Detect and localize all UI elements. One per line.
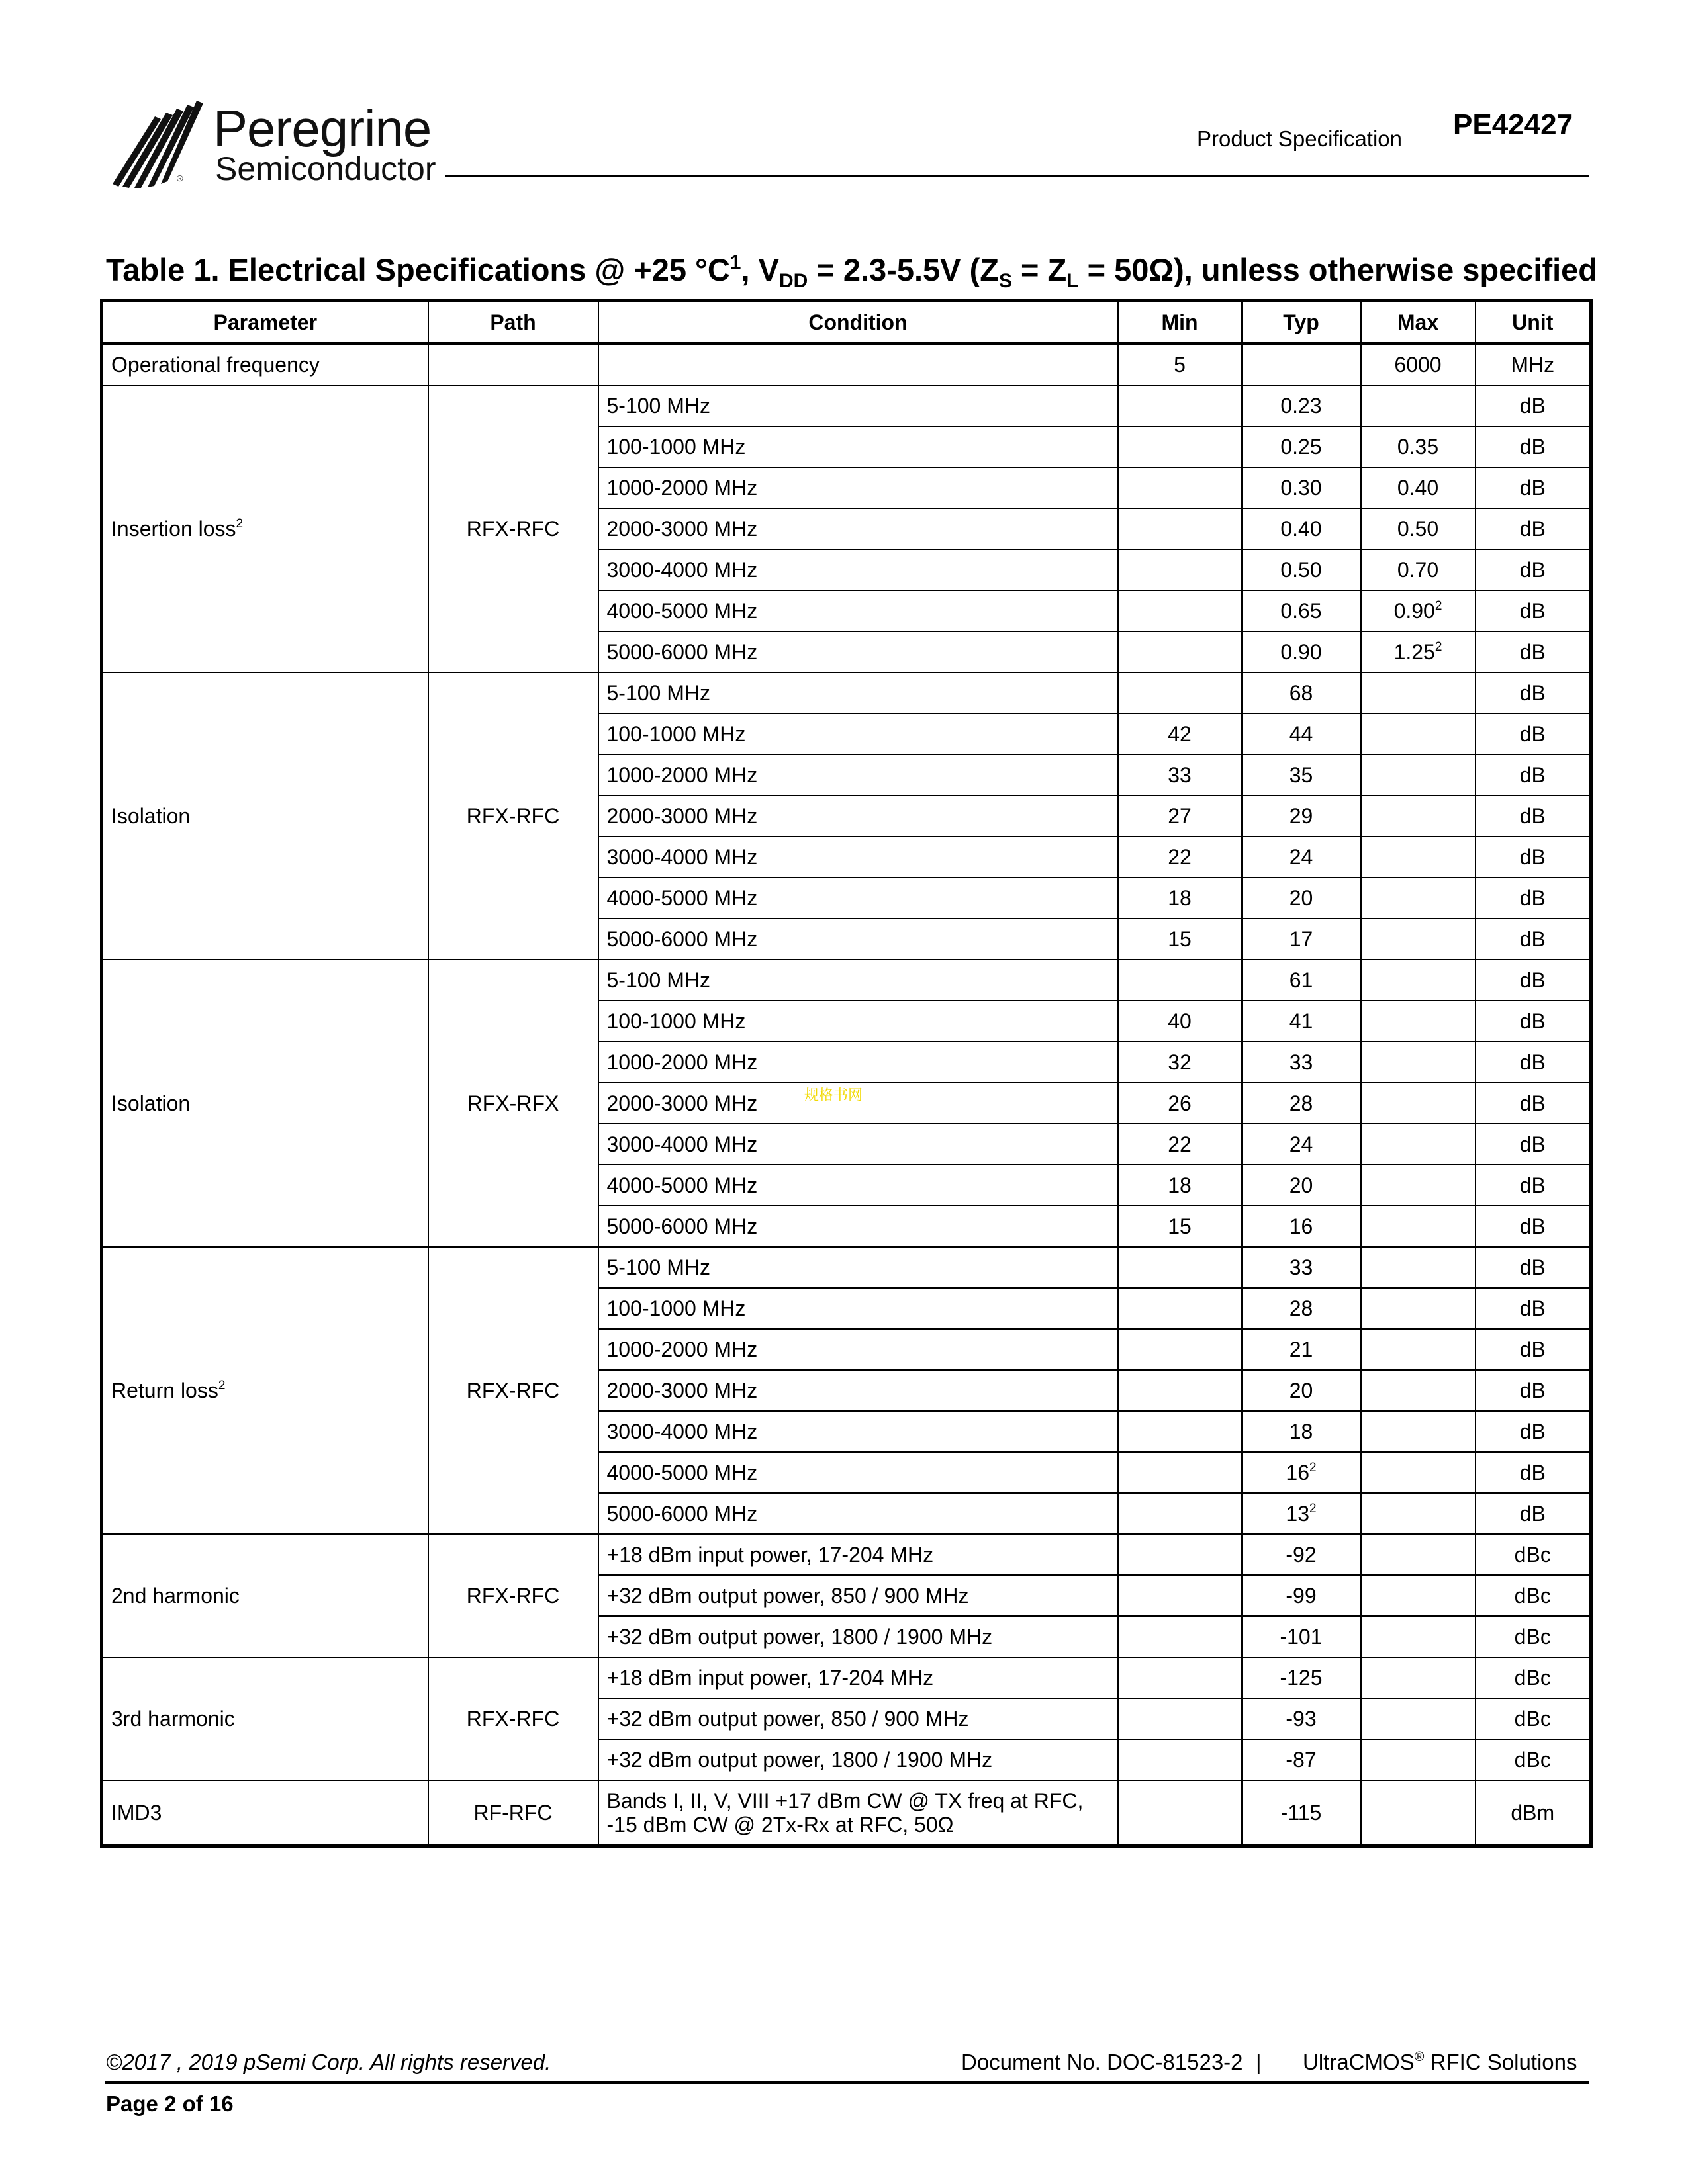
typ-cell: 21: [1242, 1329, 1361, 1370]
max-cell: [1361, 1083, 1476, 1124]
path-cell: RFX-RFC: [428, 1534, 598, 1657]
typ-cell: 29: [1242, 796, 1361, 837]
typ-cell: -115: [1242, 1780, 1361, 1846]
parameter-cell: IMD3: [102, 1780, 428, 1846]
condition-cell: 3000-4000 MHz: [598, 837, 1118, 878]
max-cell: [1361, 1657, 1476, 1698]
condition-cell: Bands I, II, V, VIII +17 dBm CW @ TX freq at RFC, -15 dBm CW @ 2Tx-Rx at RFC, 50Ω: [598, 1780, 1118, 1846]
max-cell: [1361, 1411, 1476, 1452]
col-header-min: Min: [1118, 301, 1242, 344]
max-cell: [1361, 1206, 1476, 1247]
table-row: [102, 1247, 1591, 1288]
max-cell: [1361, 1001, 1476, 1042]
condition-cell: [598, 343, 1118, 385]
electrical-specifications-table: [100, 299, 1593, 1848]
path-cell: RFX-RFX: [428, 960, 598, 1247]
unit-cell: dBc: [1476, 1739, 1591, 1780]
min-cell: 22: [1118, 837, 1242, 878]
typ-cell: 0.50: [1242, 549, 1361, 590]
min-cell: [1118, 631, 1242, 672]
unit-cell: dB: [1476, 878, 1591, 919]
max-cell: [1361, 1124, 1476, 1165]
footer-document-number: Document No. DOC-81523-2: [961, 2050, 1243, 2074]
unit-cell: dB: [1476, 837, 1591, 878]
max-cell: [1361, 1616, 1476, 1657]
typ-cell: 16: [1242, 1206, 1361, 1247]
condition-cell: 5-100 MHz: [598, 1247, 1118, 1288]
typ-cell: 41: [1242, 1001, 1361, 1042]
unit-cell: dB: [1476, 1411, 1591, 1452]
unit-cell: dB: [1476, 1206, 1591, 1247]
condition-cell: 1000-2000 MHz: [598, 1329, 1118, 1370]
parameter-cell: Isolation: [102, 960, 428, 1247]
condition-cell: 1000-2000 MHz: [598, 467, 1118, 508]
unit-cell: dBm: [1476, 1780, 1591, 1846]
table-row: [102, 1780, 1591, 1846]
unit-cell: dB: [1476, 508, 1591, 549]
condition-cell: 5-100 MHz: [598, 672, 1118, 713]
table-header-row: [102, 301, 1591, 344]
typ-cell: 68: [1242, 672, 1361, 713]
max-cell: [1361, 1165, 1476, 1206]
min-cell: [1118, 590, 1242, 631]
unit-cell: dB: [1476, 590, 1591, 631]
condition-cell: 5000-6000 MHz: [598, 919, 1118, 960]
unit-cell: dB: [1476, 1042, 1591, 1083]
max-cell: 0.35: [1361, 426, 1476, 467]
table-row: [102, 960, 1591, 1001]
unit-cell: dB: [1476, 385, 1591, 426]
max-cell: [1361, 878, 1476, 919]
min-cell: 27: [1118, 796, 1242, 837]
path-cell: RF-RFC: [428, 1780, 598, 1846]
watermark: 规格书网: [804, 1087, 863, 1103]
min-cell: [1118, 672, 1242, 713]
min-cell: 15: [1118, 919, 1242, 960]
max-cell: 1.25$^2$: [1361, 631, 1476, 672]
col-header-path: Path: [428, 301, 598, 344]
footer-copyright: ©2017 , 2019 pSemi Corp. All rights reserved.: [106, 2050, 551, 2074]
typ-cell: 20: [1242, 1370, 1361, 1411]
typ-cell: 20: [1242, 1165, 1361, 1206]
max-cell: [1361, 1575, 1476, 1616]
unit-cell: dB: [1476, 672, 1591, 713]
condition-cell: 2000-3000 MHz: [598, 508, 1118, 549]
min-cell: 26: [1118, 1083, 1242, 1124]
typ-cell: -125: [1242, 1657, 1361, 1698]
condition-cell: 2000-3000 MHz: [598, 1083, 1118, 1124]
unit-cell: dB: [1476, 467, 1591, 508]
max-cell: [1361, 1739, 1476, 1780]
unit-cell: dB: [1476, 919, 1591, 960]
max-cell: [1361, 1698, 1476, 1739]
max-cell: [1361, 1247, 1476, 1288]
min-cell: [1118, 508, 1242, 549]
min-cell: [1118, 1370, 1242, 1411]
min-cell: [1118, 1247, 1242, 1288]
condition-cell: 5000-6000 MHz: [598, 1493, 1118, 1534]
unit-cell: dB: [1476, 1165, 1591, 1206]
logo-registered-mark: ®: [177, 173, 183, 183]
max-cell: 0.40: [1361, 467, 1476, 508]
parameter-cell: 2nd harmonic: [102, 1534, 428, 1657]
condition-cell: 5000-6000 MHz: [598, 1206, 1118, 1247]
max-cell: [1361, 1288, 1476, 1329]
path-cell: RFX-RFC: [428, 1657, 598, 1780]
parameter-cell: 3rd harmonic: [102, 1657, 428, 1780]
table-row: [102, 1534, 1591, 1575]
max-cell: [1361, 385, 1476, 426]
condition-cell: +32 dBm output power, 850 / 900 MHz: [598, 1698, 1118, 1739]
condition-cell: 3000-4000 MHz: [598, 549, 1118, 590]
max-cell: 0.70: [1361, 549, 1476, 590]
footer-brand: UltraCMOS® RFIC Solutions: [1303, 2050, 1577, 2074]
condition-cell: 100-1000 MHz: [598, 713, 1118, 754]
max-cell: 6000: [1361, 343, 1476, 385]
condition-cell: +32 dBm output power, 850 / 900 MHz: [598, 1575, 1118, 1616]
typ-cell: 0.30: [1242, 467, 1361, 508]
max-cell: [1361, 837, 1476, 878]
condition-cell: 4000-5000 MHz: [598, 1165, 1118, 1206]
condition-cell: 5-100 MHz: [598, 385, 1118, 426]
min-cell: [1118, 960, 1242, 1001]
typ-cell: $16^2$: [1242, 1452, 1361, 1493]
condition-cell: +32 dBm output power, 1800 / 1900 MHz: [598, 1739, 1118, 1780]
condition-cell: 3000-4000 MHz: [598, 1124, 1118, 1165]
max-cell: 0.50: [1361, 508, 1476, 549]
part-number: PE42427: [1453, 109, 1573, 141]
col-header-max: Max: [1361, 301, 1476, 344]
col-header-unit: Unit: [1476, 301, 1591, 344]
condition-cell: +18 dBm input power, 17-204 MHz: [598, 1657, 1118, 1698]
min-cell: [1118, 467, 1242, 508]
unit-cell: dBc: [1476, 1616, 1591, 1657]
min-cell: [1118, 549, 1242, 590]
parameter-cell: Insertion loss$^2$: [102, 385, 428, 672]
unit-cell: dB: [1476, 960, 1591, 1001]
min-cell: [1118, 1739, 1242, 1780]
typ-cell: 18: [1242, 1411, 1361, 1452]
max-cell: [1361, 919, 1476, 960]
unit-cell: dB: [1476, 1124, 1591, 1165]
typ-cell: 61: [1242, 960, 1361, 1001]
min-cell: [1118, 1493, 1242, 1534]
unit-cell: dB: [1476, 1452, 1591, 1493]
footer-rule: [105, 2081, 1589, 2084]
min-cell: [1118, 385, 1242, 426]
unit-cell: dB: [1476, 796, 1591, 837]
company-logo: [109, 99, 436, 192]
min-cell: 18: [1118, 1165, 1242, 1206]
unit-cell: dB: [1476, 426, 1591, 467]
min-cell: [1118, 1411, 1242, 1452]
typ-cell: -93: [1242, 1698, 1361, 1739]
typ-cell: 0.25: [1242, 426, 1361, 467]
table-row: [102, 385, 1591, 426]
typ-cell: 28: [1242, 1083, 1361, 1124]
parameter-cell: Operational frequency: [102, 343, 428, 385]
typ-cell: 33: [1242, 1247, 1361, 1288]
condition-cell: 100-1000 MHz: [598, 1288, 1118, 1329]
min-cell: [1118, 1657, 1242, 1698]
min-cell: 33: [1118, 754, 1242, 796]
unit-cell: dBc: [1476, 1698, 1591, 1739]
typ-cell: -101: [1242, 1616, 1361, 1657]
peregrine-wing-icon: [109, 99, 209, 189]
footer-separator: |: [1256, 2050, 1262, 2074]
path-cell: RFX-RFC: [428, 385, 598, 672]
unit-cell: dB: [1476, 1083, 1591, 1124]
max-cell: [1361, 713, 1476, 754]
max-cell: [1361, 672, 1476, 713]
typ-cell: [1242, 343, 1361, 385]
unit-cell: dB: [1476, 1247, 1591, 1288]
typ-cell: 24: [1242, 837, 1361, 878]
min-cell: 22: [1118, 1124, 1242, 1165]
min-cell: [1118, 1288, 1242, 1329]
min-cell: [1118, 1780, 1242, 1846]
condition-cell: 4000-5000 MHz: [598, 590, 1118, 631]
typ-cell: 28: [1242, 1288, 1361, 1329]
max-cell: [1361, 1042, 1476, 1083]
max-cell: 0.90$^2$: [1361, 590, 1476, 631]
typ-cell: 0.40: [1242, 508, 1361, 549]
unit-cell: dB: [1476, 1370, 1591, 1411]
typ-cell: $13^2$: [1242, 1493, 1361, 1534]
min-cell: [1118, 1452, 1242, 1493]
min-cell: [1118, 1698, 1242, 1739]
typ-cell: 33: [1242, 1042, 1361, 1083]
unit-cell: dB: [1476, 549, 1591, 590]
header-rule: [445, 175, 1589, 177]
table-row: [102, 1657, 1591, 1698]
logo-wordmark: Peregrine: [213, 99, 432, 158]
min-cell: [1118, 1329, 1242, 1370]
min-cell: 15: [1118, 1206, 1242, 1247]
typ-cell: 35: [1242, 754, 1361, 796]
typ-cell: 20: [1242, 878, 1361, 919]
typ-cell: 24: [1242, 1124, 1361, 1165]
condition-cell: 3000-4000 MHz: [598, 1411, 1118, 1452]
min-cell: 18: [1118, 878, 1242, 919]
min-cell: [1118, 1616, 1242, 1657]
condition-cell: 1000-2000 MHz: [598, 754, 1118, 796]
path-cell: RFX-RFC: [428, 672, 598, 960]
condition-cell: 2000-3000 MHz: [598, 1370, 1118, 1411]
table-title: Table 1. Electrical Specifications @ +25 $^\circ C^1$, $V_{DD} = 2.3-5.5V$ $(Z_S = Z_L = 50\Omega)$, unless otherwise specified: [106, 251, 1598, 292]
typ-cell: 0.23: [1242, 385, 1361, 426]
max-cell: [1361, 1329, 1476, 1370]
max-cell: [1361, 796, 1476, 837]
col-header-typ: Typ: [1242, 301, 1361, 344]
condition-cell: 100-1000 MHz: [598, 1001, 1118, 1042]
col-header-condition: Condition: [598, 301, 1118, 344]
condition-cell: 5-100 MHz: [598, 960, 1118, 1001]
condition-cell: 100-1000 MHz: [598, 426, 1118, 467]
typ-cell: 17: [1242, 919, 1361, 960]
unit-cell: dBc: [1476, 1534, 1591, 1575]
min-cell: [1118, 426, 1242, 467]
min-cell: 42: [1118, 713, 1242, 754]
col-header-parameter: Parameter: [102, 301, 428, 344]
condition-cell: 4000-5000 MHz: [598, 1452, 1118, 1493]
typ-cell: -87: [1242, 1739, 1361, 1780]
condition-cell: +18 dBm input power, 17-204 MHz: [598, 1534, 1118, 1575]
max-cell: [1361, 1493, 1476, 1534]
condition-cell: +32 dBm output power, 1800 / 1900 MHz: [598, 1616, 1118, 1657]
max-cell: [1361, 1780, 1476, 1846]
table-row: [102, 343, 1591, 385]
table-row: [102, 672, 1591, 713]
max-cell: [1361, 1534, 1476, 1575]
parameter-cell: Isolation: [102, 672, 428, 960]
unit-cell: dBc: [1476, 1657, 1591, 1698]
logo-subtitle: Semiconductor: [215, 150, 436, 187]
path-cell: RFX-RFC: [428, 1247, 598, 1534]
unit-cell: dB: [1476, 1288, 1591, 1329]
parameter-cell: Return loss$^2$: [102, 1247, 428, 1534]
path-cell: [428, 343, 598, 385]
max-cell: [1361, 754, 1476, 796]
unit-cell: MHz: [1476, 343, 1591, 385]
unit-cell: dB: [1476, 1493, 1591, 1534]
min-cell: 5: [1118, 343, 1242, 385]
document-type: Product Specification: [1197, 126, 1403, 151]
condition-cell: 4000-5000 MHz: [598, 878, 1118, 919]
min-cell: [1118, 1534, 1242, 1575]
max-cell: [1361, 1370, 1476, 1411]
min-cell: 32: [1118, 1042, 1242, 1083]
typ-cell: 0.90: [1242, 631, 1361, 672]
condition-cell: 2000-3000 MHz: [598, 796, 1118, 837]
unit-cell: dB: [1476, 713, 1591, 754]
unit-cell: dB: [1476, 754, 1591, 796]
unit-cell: dB: [1476, 1329, 1591, 1370]
min-cell: [1118, 1575, 1242, 1616]
page-number: Page 2 of 16: [106, 2091, 234, 2116]
condition-cell: 1000-2000 MHz: [598, 1042, 1118, 1083]
typ-cell: 44: [1242, 713, 1361, 754]
condition-cell: 5000-6000 MHz: [598, 631, 1118, 672]
unit-cell: dB: [1476, 631, 1591, 672]
unit-cell: dBc: [1476, 1575, 1591, 1616]
min-cell: 40: [1118, 1001, 1242, 1042]
max-cell: [1361, 1452, 1476, 1493]
unit-cell: dB: [1476, 1001, 1591, 1042]
typ-cell: -92: [1242, 1534, 1361, 1575]
typ-cell: 0.65: [1242, 590, 1361, 631]
typ-cell: -99: [1242, 1575, 1361, 1616]
max-cell: [1361, 960, 1476, 1001]
